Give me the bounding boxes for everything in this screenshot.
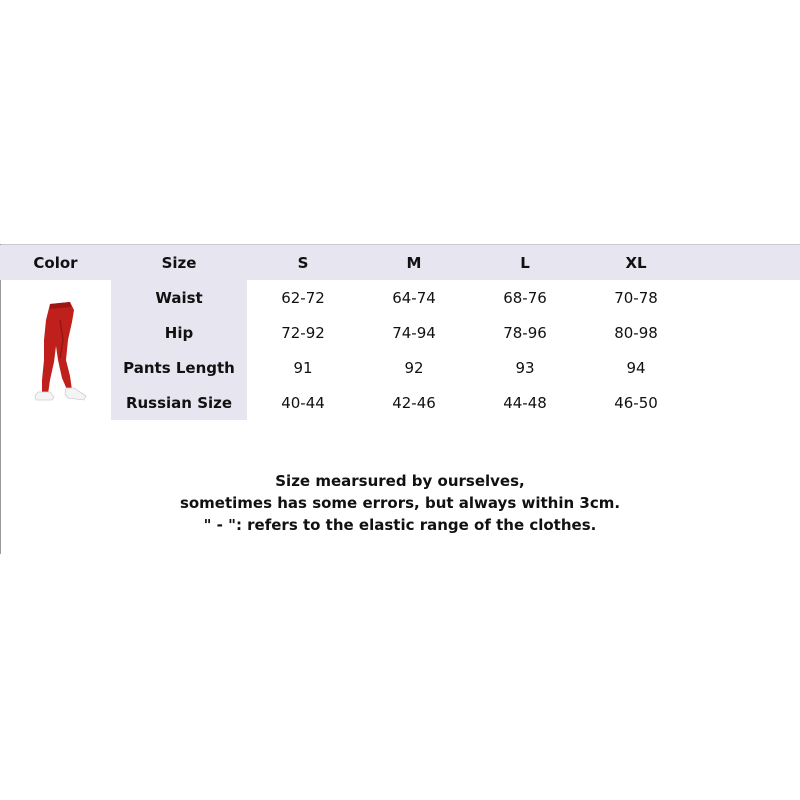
table-cell: 94	[626, 358, 646, 377]
row-label-pants-length: Pants Length	[123, 358, 235, 377]
note-line: Size mearsured by ourselves,	[275, 472, 525, 490]
header-color: Color	[33, 253, 78, 272]
size-chart	[0, 244, 800, 554]
table-cell: 93	[515, 358, 535, 377]
table-cell: 62-72	[281, 288, 325, 307]
row-label-russian-size: Russian Size	[125, 393, 233, 412]
red-leggings-icon	[30, 300, 94, 406]
table-cell: 40-44	[281, 393, 325, 412]
table-cell: 78-96	[503, 323, 547, 342]
table-cell: 42-46	[392, 393, 436, 412]
table-cell: 46-50	[614, 393, 658, 412]
row-label-waist: Waist	[155, 288, 203, 307]
table-cell: 80-98	[614, 323, 658, 342]
table-cell: 92	[404, 358, 424, 377]
header-size-s: S	[297, 253, 309, 272]
table-cell: 70-78	[614, 288, 658, 307]
table-cell: 91	[293, 358, 313, 377]
note-line: sometimes has some errors, but always within 3cm.	[179, 494, 621, 512]
measurement-note	[0, 470, 800, 536]
table-cell: 64-74	[392, 288, 436, 307]
table-cell: 68-76	[503, 288, 547, 307]
header-size-l: L	[520, 253, 530, 272]
row-label-hip: Hip	[164, 323, 194, 342]
header-size-xl: XL	[625, 253, 647, 272]
table-cell: 74-94	[392, 323, 436, 342]
note-line: " - ": refers to the elastic range of the clothes.	[203, 516, 597, 534]
header-size-m: M	[406, 253, 422, 272]
table-cell: 44-48	[503, 393, 547, 412]
header-size: Size	[161, 253, 197, 272]
table-cell: 72-92	[281, 323, 325, 342]
